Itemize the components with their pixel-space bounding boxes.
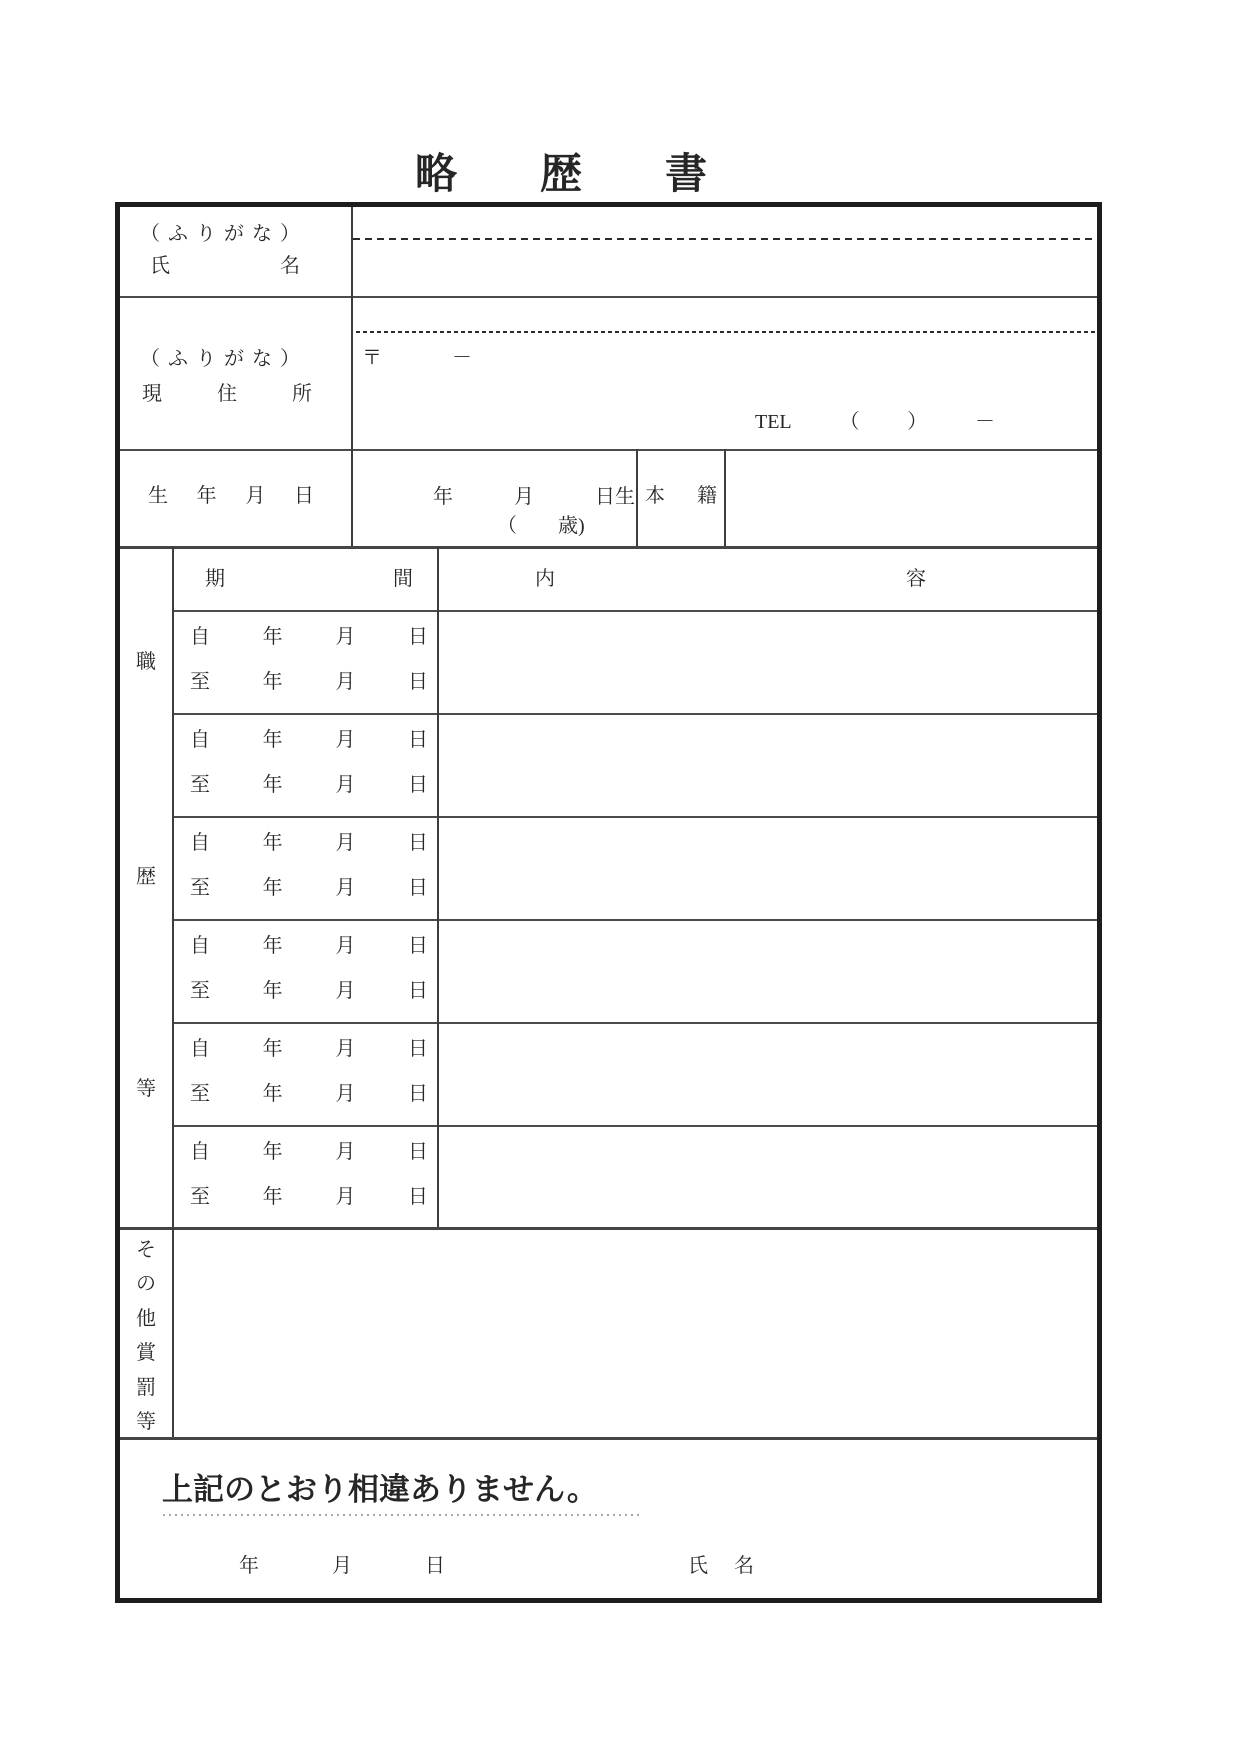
postal-dash: －	[452, 347, 472, 369]
title-char: 略	[415, 152, 458, 198]
history-side-char: 歴	[136, 866, 156, 888]
divider	[172, 546, 174, 1437]
history-side-char: 等	[136, 1078, 156, 1100]
furigana-rule-address	[356, 331, 1097, 333]
divider	[120, 296, 1097, 298]
name-field-area	[353, 243, 1097, 296]
postal-mark: 〒	[362, 347, 382, 369]
birthdate-label: 生 年 月 日	[148, 485, 314, 507]
name-label: 氏 名	[150, 255, 300, 277]
divider	[173, 713, 1097, 715]
registry-label: 本 籍	[645, 485, 717, 507]
period-from-line: 自 年 月 日	[190, 832, 428, 854]
age-open-paren: （	[497, 515, 517, 537]
divider	[724, 449, 726, 546]
furigana-label: （ふりがな）	[140, 348, 308, 370]
age-label: 歳)	[558, 515, 585, 537]
period-from-line: 自 年 月 日	[190, 1141, 428, 1163]
divider	[173, 816, 1097, 818]
divider	[120, 1437, 1097, 1440]
divider	[120, 1227, 1097, 1230]
page-title	[415, 154, 707, 196]
divider	[173, 1022, 1097, 1024]
period-to-line: 至 年 月 日	[190, 671, 428, 693]
header-period: 期 間	[205, 568, 413, 590]
title-char: 書	[664, 152, 707, 198]
furigana-rule-name	[353, 238, 1097, 240]
tel-label: TEL	[755, 411, 792, 433]
declaration-statement: 上記のとおり相違ありません。	[162, 1472, 598, 1507]
period-from-line: 自 年 月 日	[190, 626, 428, 648]
title-char: 歴	[539, 152, 582, 198]
divider	[173, 610, 1097, 612]
period-to-line: 至 年 月 日	[190, 1083, 428, 1105]
header-content: 内 容	[535, 568, 926, 590]
period-to-line: 至 年 月 日	[190, 877, 428, 899]
period-to-line: 至 年 月 日	[190, 774, 428, 796]
divider	[120, 546, 1097, 549]
signature-name: 氏 名	[688, 1555, 754, 1577]
address-label: 現 住 所	[142, 383, 312, 405]
history-side-char: 職	[136, 651, 156, 673]
declaration-underline	[163, 1514, 643, 1516]
signature-date: 年 月 日	[239, 1555, 445, 1577]
period-to-line: 至 年 月 日	[190, 1186, 428, 1208]
furigana-label: （ふりがな）	[140, 223, 308, 245]
divider	[636, 449, 638, 546]
period-to-line: 至 年 月 日	[190, 980, 428, 1002]
period-from-line: 自 年 月 日	[190, 935, 428, 957]
period-from-line: 自 年 月 日	[190, 729, 428, 751]
divider	[173, 919, 1097, 921]
tel-line: TEL （ ） －	[755, 411, 995, 433]
birthdate-line: 年 月 日生	[433, 486, 635, 508]
divider	[437, 546, 439, 1227]
other-awards-label: そ の 他 賞 罰 等	[136, 1239, 156, 1433]
period-from-line: 自 年 月 日	[190, 1038, 428, 1060]
divider	[173, 1125, 1097, 1127]
divider	[120, 449, 1097, 451]
